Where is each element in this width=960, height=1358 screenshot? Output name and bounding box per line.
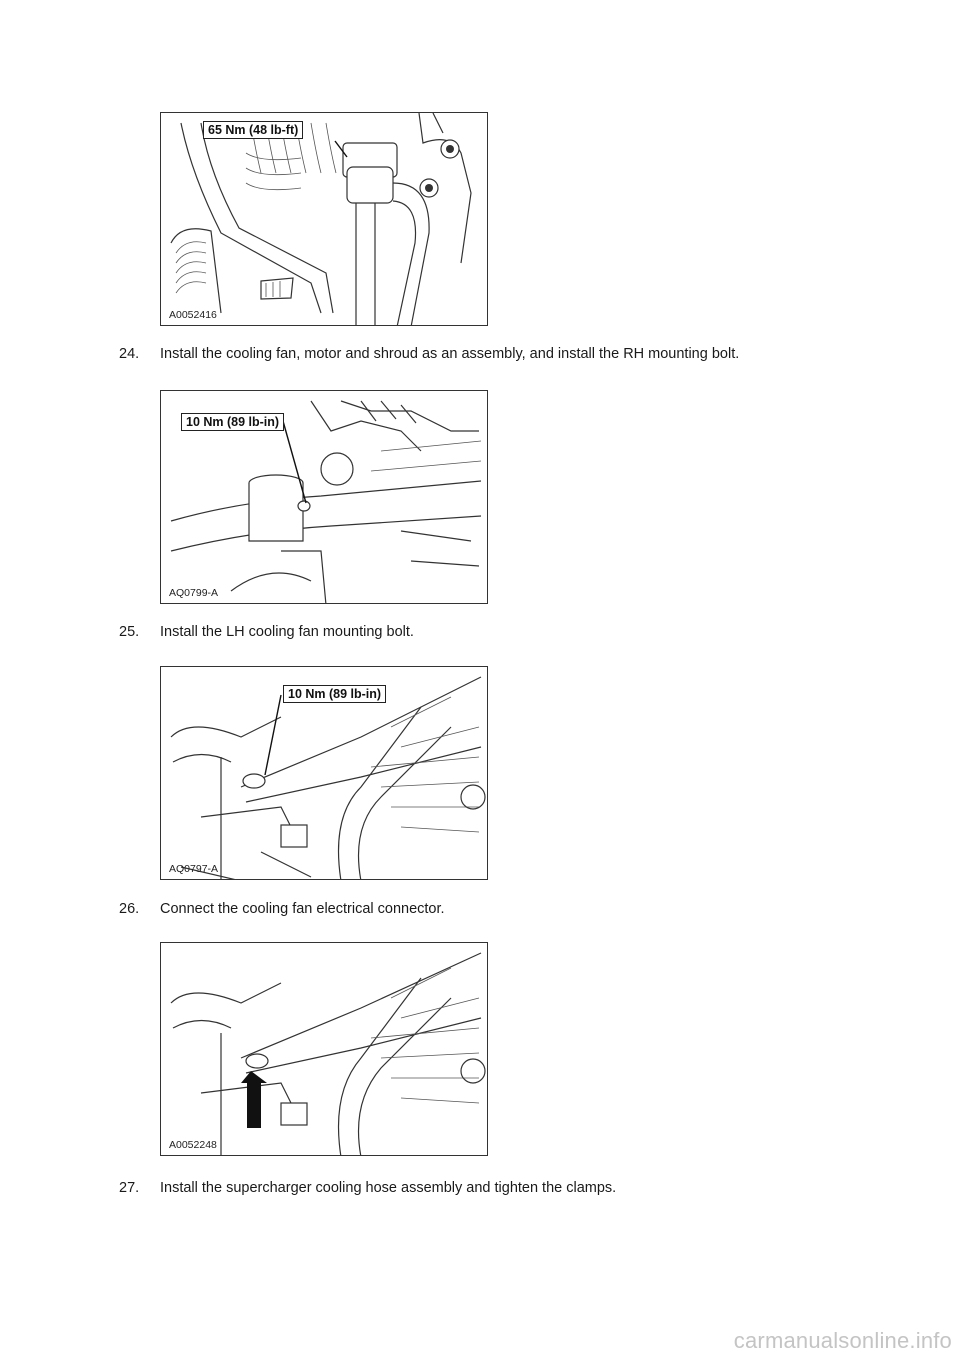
figure-id: AQ0797-A bbox=[169, 863, 219, 875]
step-number: 27. bbox=[119, 1180, 140, 1196]
step-number: 26. bbox=[119, 901, 140, 917]
torque-callout: 10 Nm (89 lb-in) bbox=[283, 685, 386, 703]
torque-callout: 10 Nm (89 lb-in) bbox=[181, 413, 284, 431]
step-text: Install the cooling fan, motor and shroud as an assembly, and install the RH mounting bolt. bbox=[160, 346, 740, 362]
figure-id: A0052416 bbox=[169, 309, 217, 321]
figure-1 bbox=[160, 112, 488, 326]
step-number: 24. bbox=[119, 346, 140, 362]
figure-3 bbox=[160, 666, 488, 880]
step-text: Install the supercharger cooling hose assembly and tighten the clamps. bbox=[160, 1180, 617, 1196]
figure-4 bbox=[160, 942, 488, 1156]
step-text: Connect the cooling fan electrical connector. bbox=[160, 901, 445, 917]
figure-1-illustration bbox=[161, 113, 488, 326]
figure-2 bbox=[160, 390, 488, 604]
watermark: carmanualsonline.info bbox=[733, 1328, 952, 1353]
step-number: 25. bbox=[119, 624, 140, 640]
figure-id: AQ0799-A bbox=[169, 587, 219, 599]
torque-callout: 65 Nm (48 lb-ft) bbox=[203, 121, 303, 139]
step-text: Install the LH cooling fan mounting bolt. bbox=[160, 624, 414, 640]
figure-id: A0052248 bbox=[169, 1139, 217, 1151]
figure-4-illustration bbox=[161, 943, 488, 1156]
